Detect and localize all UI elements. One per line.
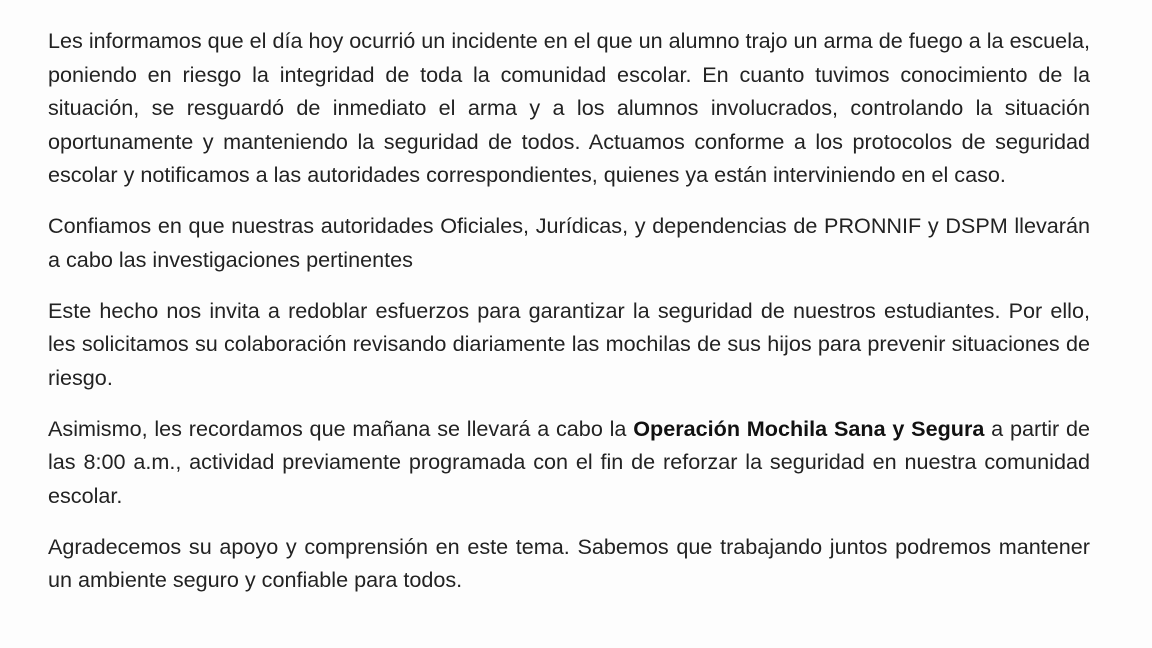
operation-name: Operación Mochila Sana y Segura xyxy=(633,415,985,441)
paragraph-incident: Les informamos que el día hoy ocurrió un incidente en el que un alumno trajo un arma de fuego a la escuela, poniendo en riesgo la integridad de toda la comunidad escolar. En cuanto tuvimos conocimiento de la situación, se resguardó de inmediato el arma y a los alumnos involucrados, controlando la situación oportunamente y manteniendo la seguridad de todos. Actuamos conforme a los protocolos de seguridad escolar y notificamos a las autoridades correspondientes, quienes ya están interviniendo en el caso. xyxy=(48,28,1090,187)
school-notice-document xyxy=(48,24,1090,614)
paragraph-operation-reminder xyxy=(48,412,1090,513)
operation-text-before: Asimismo, les recordamos que mañana se llevará a cabo la xyxy=(48,415,634,441)
operation-text-after: a partir de las 8:00 a.m., actividad previamente programada con el fin de reforzar la seguridad en nuestra comunidad escolar. xyxy=(48,415,1090,508)
paragraph-backpack-request: Este hecho nos invita a redoblar esfuerzos para garantizar la seguridad de nuestros estudiantes. Por ello, les solicitamos su colaboración revisando diariamente las mochilas de sus hijos para prevenir situaciones de riesgo. xyxy=(48,297,1090,390)
paragraph-thanks: Agradecemos su apoyo y comprensión en este tema. Sabemos que trabajando juntos podremos mantener un ambiente seguro y confiable para todos. xyxy=(48,533,1090,592)
paragraph-authorities: Confiamos en que nuestras autoridades Oficiales, Jurídicas, y dependencias de PRONNIF y DSPM llevarán a cabo las investigaciones pertinentes xyxy=(48,213,1090,272)
